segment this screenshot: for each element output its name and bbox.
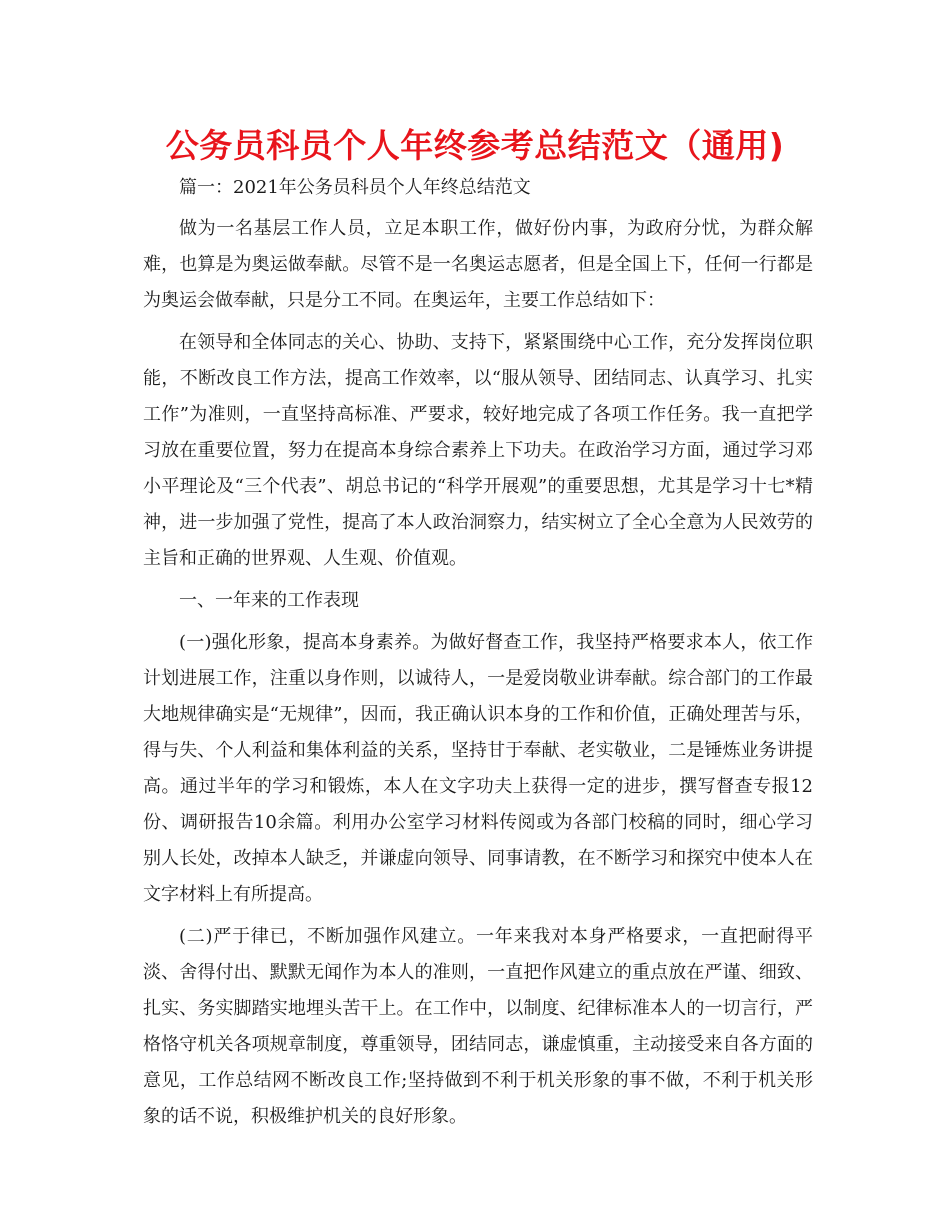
paragraph-section-1: (一)强化形象，提高本身素养。为做好督查工作，我坚持严格要求本人，依工作计划进展工作，注重以身作则，以诚待人，一是爱岗敬业讲奉献。综合部门的工作最大地规律确实是“无规律”，因而，我正确认识本身的工作和价值，正确处理苦与乐，得与失、个人利益和集体利益的关系，坚持甘于奉献、老实敬业，二是锤炼业务讲提高。通过半年的学习和锻炼，本人在文字功夫上获得一定的进步，撰写督查专报12份、调研报告10余篇。利用办公室学习材料传阅或为各部门校稿的同时，细心学习别人长处，改掉本人缺乏，并谦虚向领导、同事请教，在不断学习和探究中使本人在文字材料上有所提高。 (143, 632, 813, 905)
section-heading: 一、一年来的工作表现 (179, 590, 359, 611)
paragraph-section-2: (二)严于律已，不断加强作风建立。一年来我对本身严格要求，一直把耐得平淡、舍得付出、默默无闻作为本人的准则，一直把作风建立的重点放在严谨、细致、扎实、务实脚踏实地埋头苦干上。在工作中，以制度、纪律标准本人的一切言行，严格恪守机关各项规章制度，尊重领导，团结同志，谦虚慎重，主动接受来自各方面的意见，工作总结网不断改良工作;坚持做到不利于机关形象的事不做，不利于机关形象的话不说，积极维护机关的良好形象。 (143, 926, 813, 1127)
paragraph-study: 在领导和全体同志的关心、协助、支持下，紧紧围绕中心工作，充分发挥岗位职能，不断改良工作方法，提高工作效率，以“服从领导、团结同志、认真学习、扎实工作”为准则，一直坚持高标准、严要求，较好地完成了各项工作任务。我一直把学习放在重要位置，努力在提高本身综合素养上下功夫。在政治学习方面，通过学习邓小平理论及“三个代表”、胡总书记的“科学开展观”的重要思想，尤其是学习十七*精神，进一步加强了党性，提高了本人政治洞察力，结实树立了全心全意为人民效劳的主旨和正确的世界观、人生观、价值观。 (143, 332, 813, 569)
document-body (143, 170, 813, 1135)
document-subtitle: 篇一：2021年公务员科员个人年终总结范文 (179, 177, 531, 198)
document-title: 公务员科员个人年终参考总结范文（通用) (165, 126, 785, 165)
paragraph-intro: 做为一名基层工作人员，立足本职工作，做好份内事，为政府分忧，为群众解难，也算是为奥运做奉献。尽管不是一名奥运志愿者，但是全国上下，任何一行都是为奥运会做奉献，只是分工不同。在奥运年，主要工作总结如下： (143, 218, 813, 311)
